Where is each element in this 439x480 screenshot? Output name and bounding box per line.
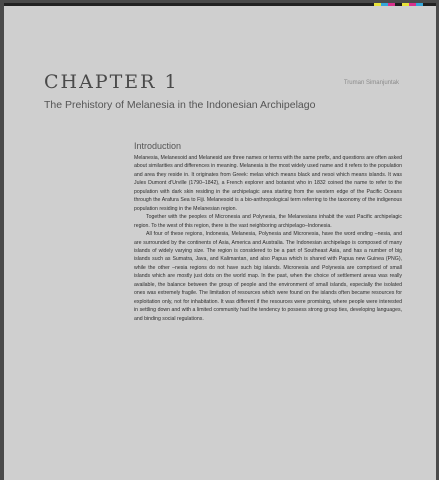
author-name: Truman Simanjuntak xyxy=(343,80,399,86)
section-heading: Introduction xyxy=(134,141,182,151)
swatch-3 xyxy=(388,3,395,6)
chapter-subtitle: The Prehistory of Melanesia in the Indonesian Archipelago xyxy=(44,99,316,111)
swatch-2 xyxy=(381,3,388,6)
swatch-6 xyxy=(409,3,416,6)
swatch-1 xyxy=(374,3,381,6)
paragraph-3: All four of these regions, Indonesia, Melanesia, Polynesia and Micronesia, have the word ending –nesia, and are surrounded by the continents of Asia, America and Australia. The Indonesian archipelago is composed of many islands of widely varying size. The region is considered to be a part of Southeast Asia, and has a number of big islands such as Sumatra, Java, and Kalimantan, and also Papua which is shared with Papua new Guinea (PNG), while the other –nesia regions do not have such big islands. Micronesia and Polynesia are comprised of small islands which are mostly just dots on the world map. In the past, when the choice of settlement areas was really available, the balance between the group of people and the environment of small islands, especially the isolated ones was extremely fragile. The limitation of resources which were found on the islands often became resources for exploitation only, not for inhabitation. It was different if the resources were promising, where people were interested in settling down and with a limited community had the tendency to possess strong group ties, developing languages, and binding social regulations. xyxy=(134,231,402,322)
swatch-7 xyxy=(416,3,423,6)
color-calibration-bar xyxy=(374,3,430,6)
paragraph-2: Together with the peoples of Micronesia and Polynesia, the Melanesians inhabit the vast Pacific archipelagic region. To the west of this region, there is the vast neighboring archipelago–Indonesia. xyxy=(134,214,402,229)
swatch-5 xyxy=(402,3,409,6)
paragraph-1: Melanesia, Melanesoid and Melanesid are three names or terms with the same prefix, and questions are often asked about similarities and differences in meaning. Melanesia is the most widely used name and it refers to the population and area they reside in. It originates from Greek: melas which means black and nesoi which means islands. It was Jules Dumont d'Urville (1790–1842), a French explorer and botanist who in 1832 coined the name to refer to the population with dark skin residing in the archipelagic area starting from the western edge of the Pacific Oceans through the Arafura Sea to Fiji. Melanesoid is a bio-anthropological term referring to the taxonomy of the indigenous population residing in the Melanesian region. xyxy=(134,155,402,212)
swatch-8 xyxy=(423,3,430,6)
chapter-title: CHAPTER 1 xyxy=(44,71,179,93)
body-text xyxy=(134,154,402,323)
book-page xyxy=(4,3,436,480)
top-bleed-strip xyxy=(4,3,436,6)
swatch-4 xyxy=(395,3,402,6)
